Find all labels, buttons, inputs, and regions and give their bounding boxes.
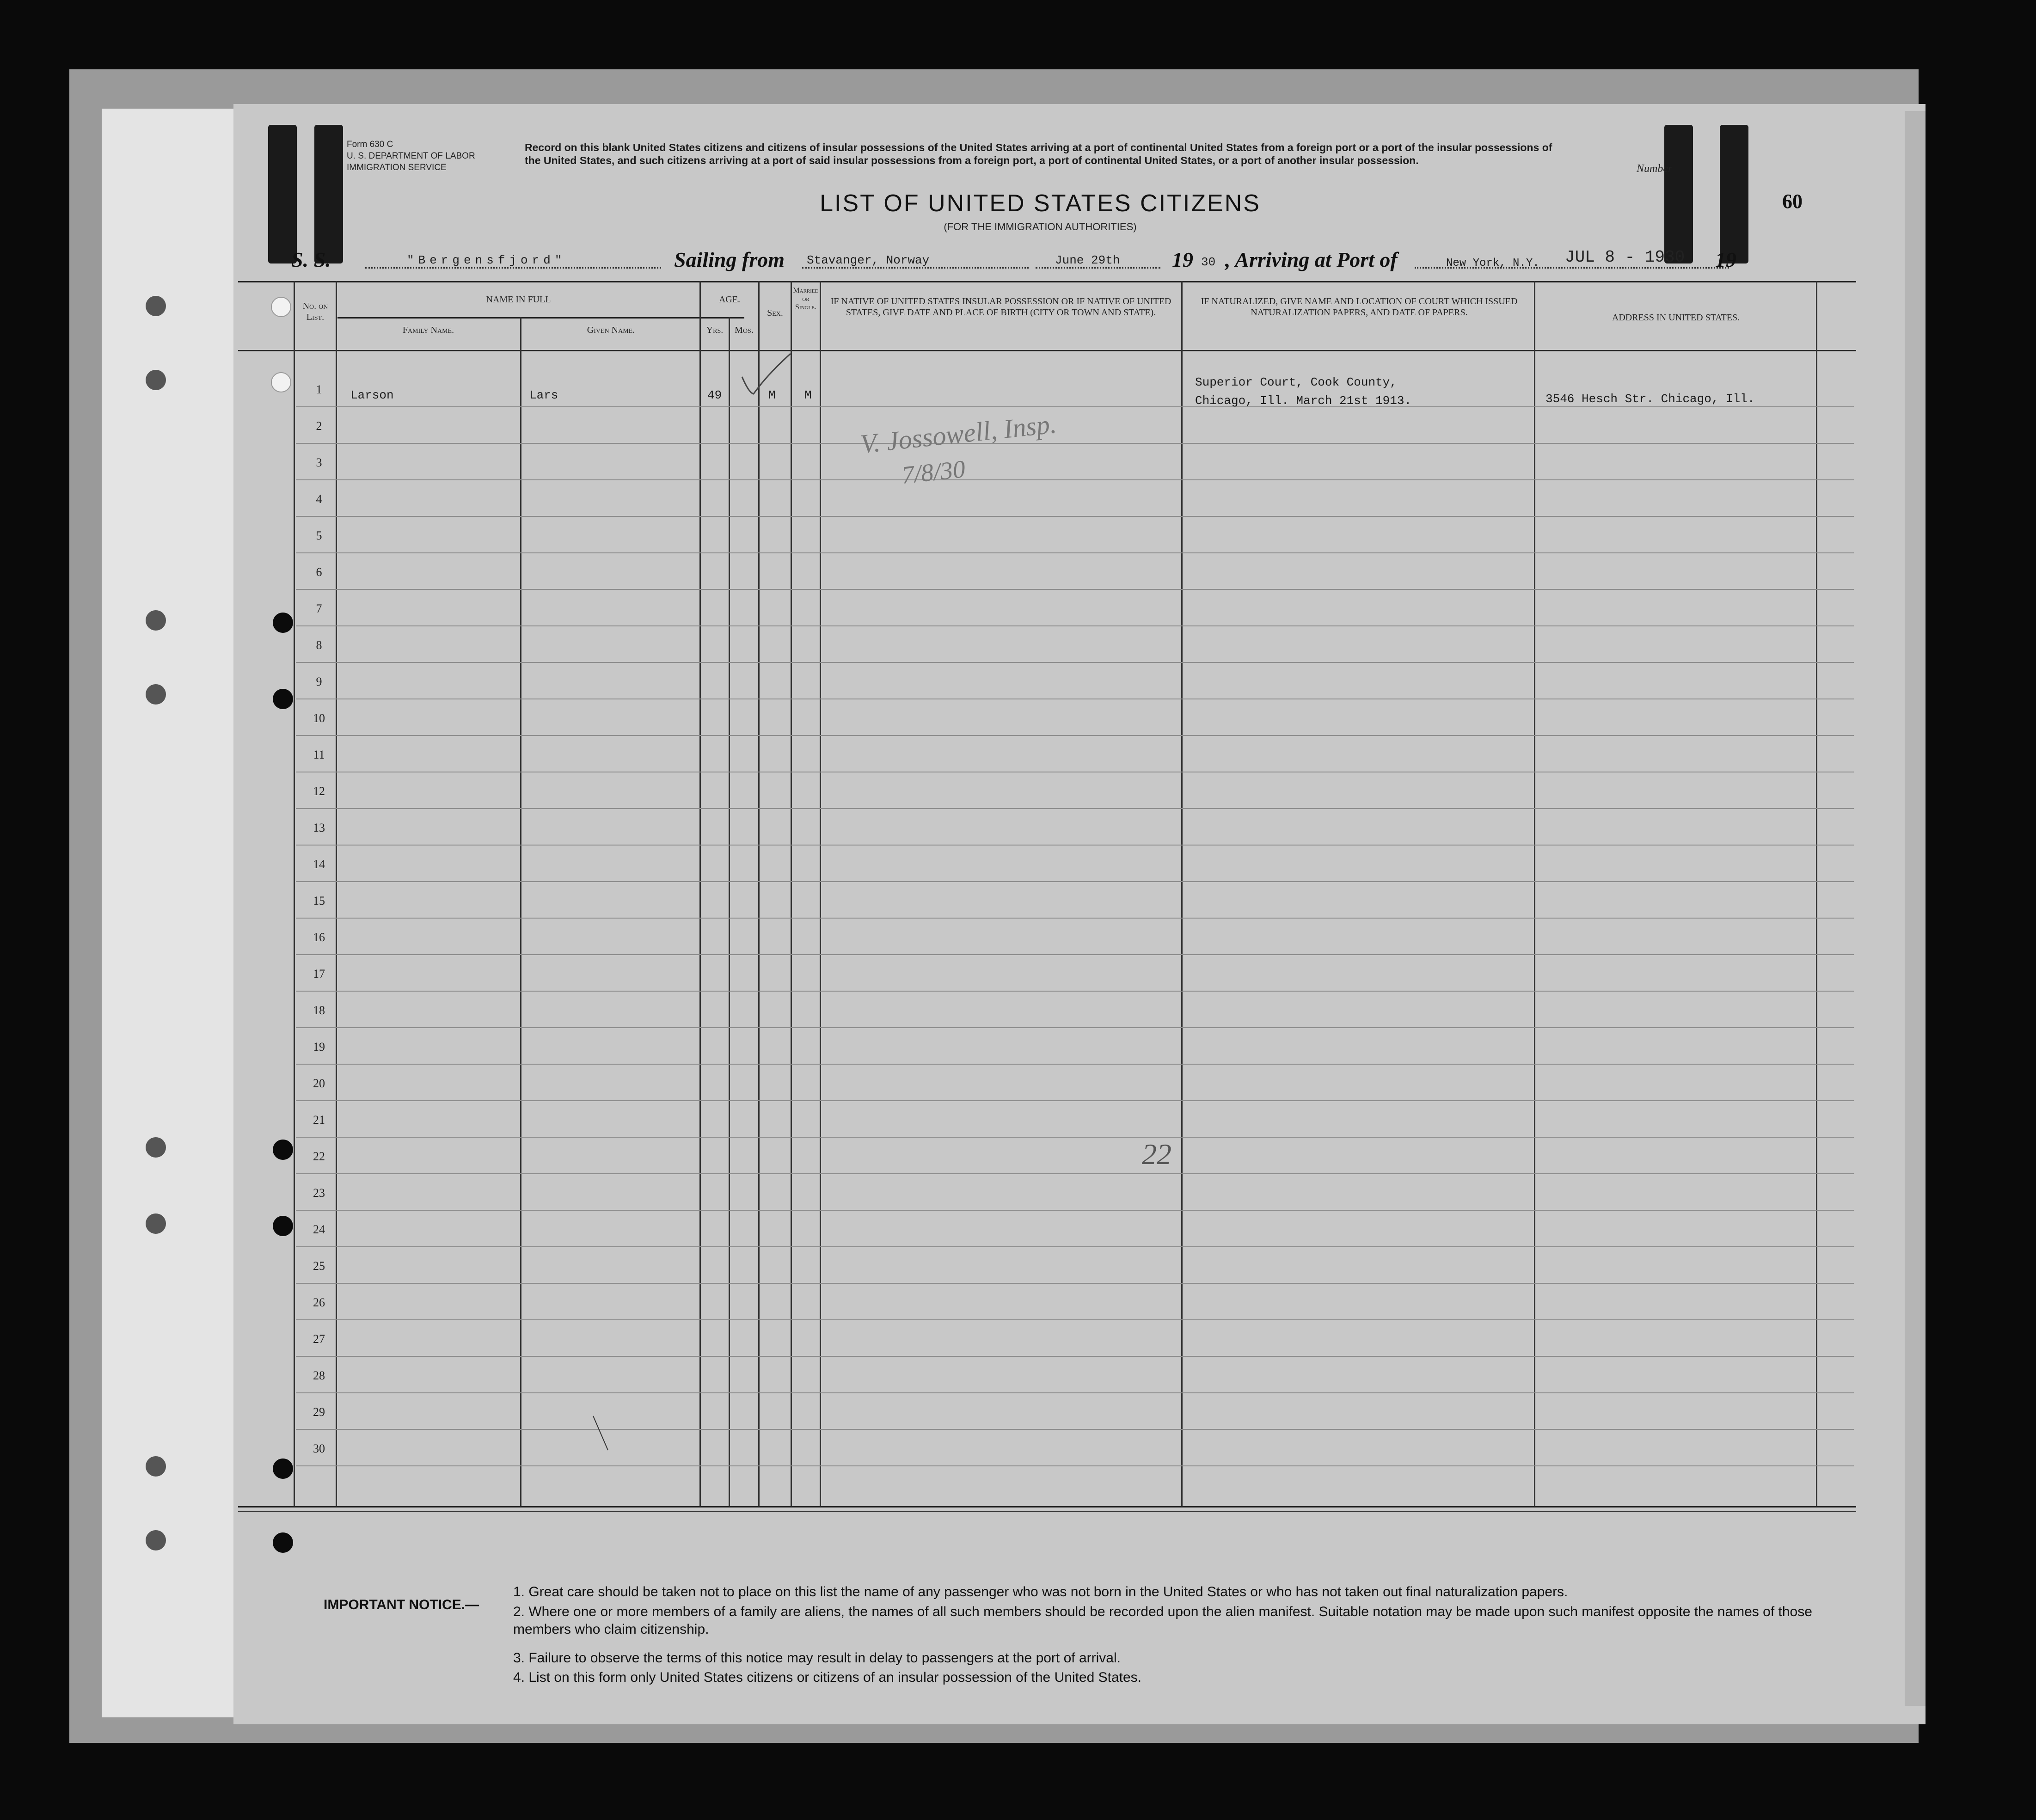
row-number: 20 xyxy=(313,1077,325,1090)
col-married-single: Married or Single. xyxy=(793,287,819,311)
row-rule xyxy=(296,1137,1854,1138)
entry-naturalization-1: Superior Court, Cook County, xyxy=(1195,375,1397,389)
row-rule xyxy=(296,1429,1854,1430)
row-number: 29 xyxy=(313,1405,325,1419)
table-top-rule xyxy=(238,281,1856,282)
notice-label: IMPORTANT NOTICE.— xyxy=(324,1597,479,1612)
row-rule xyxy=(296,406,1854,407)
punch-hole xyxy=(273,1458,293,1479)
row-number: 14 xyxy=(313,858,325,871)
row-number: 18 xyxy=(313,1004,325,1017)
notice-item-1: 1. Great care should be taken not to place on this list the name of any passenger who was not born in the United States or who has not taken out final naturalization papers. xyxy=(513,1584,1568,1599)
row-number: 23 xyxy=(313,1186,325,1200)
row-number: 16 xyxy=(313,931,325,944)
binding-hole xyxy=(146,1530,166,1550)
entry-sex: M xyxy=(768,388,776,402)
list-number-mark xyxy=(268,125,297,264)
page-subtitle: (FOR THE IMMIGRATION AUTHORITIES) xyxy=(944,221,1137,233)
date-line xyxy=(1036,267,1160,269)
binding-hole xyxy=(146,1456,166,1477)
col-divider xyxy=(1181,281,1183,1506)
binding-strip xyxy=(102,109,236,1717)
table-bottom-rule-2 xyxy=(238,1511,1856,1512)
row-number: 25 xyxy=(313,1259,325,1273)
department: U. S. DEPARTMENT OF LABOR xyxy=(347,151,475,161)
form-info xyxy=(347,139,475,173)
binding-hole xyxy=(146,684,166,705)
binding-hole xyxy=(146,370,166,390)
punch-hole xyxy=(273,1216,293,1236)
row-rule xyxy=(296,991,1854,992)
row-number: 27 xyxy=(313,1332,325,1346)
manifest-page xyxy=(233,104,1926,1724)
row-number: 7 xyxy=(316,602,322,615)
row-number: 10 xyxy=(313,711,325,725)
row-number: 17 xyxy=(313,967,325,980)
year-suffix: 30 xyxy=(1201,255,1216,269)
row-number: 8 xyxy=(316,638,322,652)
year-prefix: 19 xyxy=(1172,248,1193,271)
table-bottom-rule xyxy=(238,1506,1856,1507)
binding-hole xyxy=(146,1213,166,1234)
row-rule xyxy=(296,1283,1854,1284)
sailing-from: Stavanger, Norway xyxy=(807,253,930,267)
row-rule xyxy=(296,845,1854,846)
punch-hole xyxy=(273,1532,293,1553)
inspector-signature: V. Jossowell, Insp. xyxy=(859,408,1058,460)
col-family-name: Family Name. xyxy=(402,325,454,335)
row-number: 4 xyxy=(316,492,322,506)
arrival-port: New York, N.Y. xyxy=(1446,257,1539,270)
header-subrule xyxy=(337,317,744,319)
page-edge xyxy=(1905,111,1926,1706)
col-divider xyxy=(1816,281,1817,1506)
row-number: 1 xyxy=(316,383,322,396)
col-divider xyxy=(1534,281,1535,1506)
row-number: 15 xyxy=(313,894,325,907)
registration-circle xyxy=(271,372,291,392)
row-rule xyxy=(296,552,1854,553)
list-number-mark xyxy=(1664,125,1693,264)
row-number: 24 xyxy=(313,1223,325,1236)
row-number: 13 xyxy=(313,821,325,834)
notice-item-4: 4. List on this form only United States citizens or citizens of an insular possession of the United States. xyxy=(513,1670,1142,1685)
col-mos: Mos. xyxy=(735,325,754,335)
page-title: LIST OF UNITED STATES CITIZENS xyxy=(820,190,1261,217)
row-rule xyxy=(296,918,1854,919)
punch-hole xyxy=(273,1140,293,1160)
punch-hole xyxy=(273,613,293,633)
row-number: 11 xyxy=(313,748,325,761)
row-number: 9 xyxy=(316,675,322,688)
sailing-date: June 29th xyxy=(1055,253,1120,267)
row-rule xyxy=(296,1210,1854,1211)
row-number: 3 xyxy=(316,456,322,469)
notice-item-2: 2. Where one or more members of a family are aliens, the names of all such members should be recorded upon the alien manifest. Suitable notation may be made upon such manifest opposite the names of those members who claim citizenship. xyxy=(513,1604,1812,1637)
row-number: 28 xyxy=(313,1369,325,1382)
row-rule xyxy=(296,1100,1854,1101)
list-number-mark xyxy=(314,125,343,264)
form-number: Form 630 C xyxy=(347,140,393,149)
row-rule xyxy=(296,1173,1854,1174)
col-divider xyxy=(699,281,701,1506)
ss-label: S. S. xyxy=(291,248,331,271)
row-number: 26 xyxy=(313,1296,325,1309)
inspector-date: 7/8/30 xyxy=(900,454,967,490)
form-instructions: Record on this blank United States citizens and citizens of insular possessions of the United States arriving at a port of continental United States from a foreign port or a port of the insular possessions of the United States, and such citizens arriving at a port of said insular possessions from a foreign port, a port of continental United States, or a port of another insular possession. xyxy=(525,141,1552,166)
row-rule xyxy=(296,1064,1854,1065)
notice-item-3: 3. Failure to observe the terms of this notice may result in delay to passengers at the port of arrival. xyxy=(513,1650,1121,1666)
binding-hole xyxy=(146,296,166,316)
row-rule xyxy=(296,954,1854,955)
entry-family-name: Larson xyxy=(350,388,394,402)
row-rule xyxy=(296,881,1854,882)
row-rule xyxy=(296,1356,1854,1357)
col-address: ADDRESS IN UNITED STATES. xyxy=(1612,313,1740,323)
year-prefix-2: 19 xyxy=(1715,248,1736,271)
col-given-name: Given Name. xyxy=(587,325,635,335)
col-birth: IF NATIVE OF UNITED STATES INSULAR POSSESSION OR IF NATIVE OF UNITED STATES, GIVE DATE AND PLACE OF BIRTH (CITY OR TOWN AND STATE). xyxy=(830,296,1171,318)
arriving-label: , Arriving at Port of xyxy=(1225,248,1398,271)
col-yrs: Yrs. xyxy=(706,325,724,335)
row-rule xyxy=(296,479,1854,480)
col-divider xyxy=(729,317,730,1506)
row-number: 19 xyxy=(313,1040,325,1054)
row-number: 30 xyxy=(313,1442,325,1455)
punch-hole xyxy=(273,689,293,709)
row-rule xyxy=(296,589,1854,590)
row-rule xyxy=(296,1027,1854,1028)
entry-address: 3546 Hesch Str. Chicago, Ill. xyxy=(1545,392,1755,406)
date-stamp: JUL 8 - 1930 xyxy=(1565,248,1685,267)
row-number: 22 xyxy=(313,1150,325,1163)
row-number: 21 xyxy=(313,1113,325,1127)
row-rule xyxy=(296,516,1854,517)
row-rule xyxy=(296,1392,1854,1393)
row-rule xyxy=(296,808,1854,809)
page-number: 60 xyxy=(1782,190,1803,213)
row-rule xyxy=(296,735,1854,736)
col-divider xyxy=(294,281,295,1506)
ship-name: "Bergensfjord" xyxy=(407,253,566,267)
row-rule xyxy=(296,1246,1854,1247)
pen-stroke xyxy=(592,1415,610,1452)
list-number-mark xyxy=(1720,125,1748,264)
row-rule xyxy=(296,443,1854,444)
row-number: 2 xyxy=(316,419,322,433)
binding-hole xyxy=(146,610,166,631)
number-label: Number xyxy=(1637,163,1673,175)
entry-given-name: Lars xyxy=(529,388,558,402)
row-number: 12 xyxy=(313,784,325,798)
row-rule xyxy=(296,662,1854,663)
page-mark: 22 xyxy=(1142,1138,1171,1170)
binding-hole xyxy=(146,1137,166,1158)
row-rule xyxy=(296,1319,1854,1320)
header-bottom-rule xyxy=(238,350,1856,351)
entry-age-yrs: 49 xyxy=(707,388,722,402)
col-naturalization: IF NATURALIZED, GIVE NAME AND LOCATION OF COURT WHICH ISSUED NATURALIZATION PAPERS, AND DATE OF PAPERS. xyxy=(1201,296,1518,318)
col-age: AGE. xyxy=(718,294,741,305)
entry-naturalization-2: Chicago, Ill. March 21st 1913. xyxy=(1195,394,1412,408)
service: IMMIGRATION SERVICE xyxy=(347,163,447,172)
col-divider xyxy=(791,281,792,1506)
col-no-on-list: No. on List. xyxy=(302,301,328,322)
row-rule xyxy=(296,625,1854,626)
sailing-line xyxy=(802,267,1029,269)
row-number: 5 xyxy=(316,529,322,542)
registration-circle xyxy=(271,297,291,317)
check-mark xyxy=(740,351,795,398)
col-divider xyxy=(520,317,521,1506)
ship-line xyxy=(365,267,661,269)
row-number: 6 xyxy=(316,565,322,579)
col-name-in-full: NAME IN FULL xyxy=(486,294,551,305)
col-divider xyxy=(758,281,760,1506)
row-rule xyxy=(296,1465,1854,1466)
entry-marital: M xyxy=(804,388,812,402)
sailing-label: Sailing from xyxy=(674,248,785,271)
col-sex: Sex. xyxy=(767,308,783,318)
col-divider xyxy=(820,281,821,1506)
